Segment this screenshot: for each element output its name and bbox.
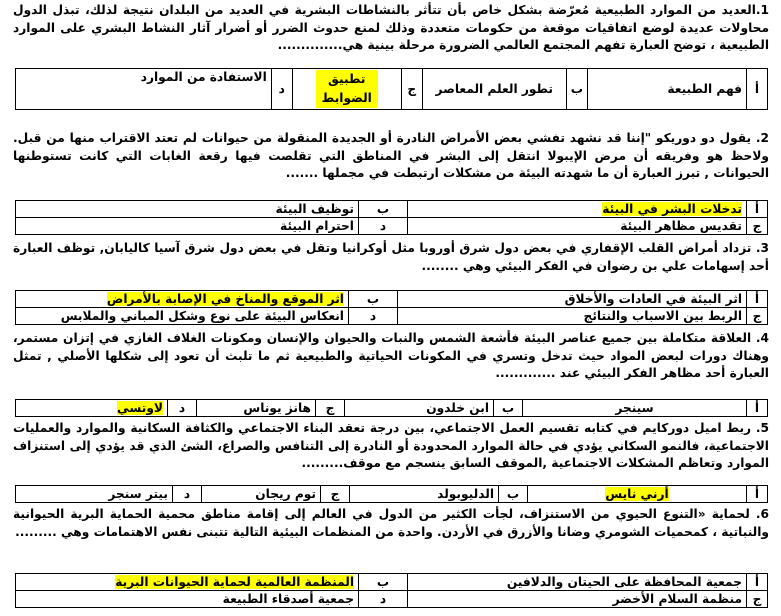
option-text-highlighted[interactable]: المنظمة العالمية لحماية الحيوانات البرية xyxy=(16,574,359,591)
option-letter[interactable]: أ xyxy=(747,291,768,308)
option-letter[interactable]: ج xyxy=(747,591,768,608)
question-1-text: 1.العديد من الموارد الطبيعية مُعرّضة بشكل خاص بأن تتأثر بالنشاطات البشرية في العديد من البلدان نتيجة لذلك، تبذل الدول محاولات عديدة لوضع اتفاقيات موقعة من حكومات متعددة وذلك لمنع حدوث الضرر أو أضرار آثار النشاط البشري على الموارد الطبيعية ، توضح العبارة تفهم المجتمع العالمي الضرورة مرحلة بينية هي.............. xyxy=(13,3,769,52)
option-text[interactable]: توظيف البيئة xyxy=(16,201,359,218)
option-letter[interactable]: د xyxy=(173,486,202,503)
question-4-options xyxy=(15,399,768,417)
option-text[interactable]: اثر البيئة في العادات والأخلاق xyxy=(398,291,747,308)
option-text-highlighted[interactable]: لاوتسي xyxy=(16,400,168,417)
question-1-options xyxy=(15,68,768,110)
option-text-highlighted[interactable]: تطبيق الضوابط xyxy=(292,69,401,110)
option-letter[interactable]: أ xyxy=(747,69,768,110)
option-letter[interactable]: د xyxy=(271,69,292,110)
option-letter[interactable]: ب xyxy=(499,486,528,503)
option-letter[interactable]: د xyxy=(168,400,197,417)
option-text[interactable]: فهم الطبيعة xyxy=(588,69,747,110)
option-text[interactable]: جمعية المحافظة على الحيتان والدلافين xyxy=(408,574,747,591)
option-letter[interactable]: ج xyxy=(321,486,350,503)
option-letter[interactable]: أ xyxy=(747,486,768,503)
option-letter[interactable]: ج xyxy=(747,218,768,235)
option-text-highlighted[interactable]: أرني نايس xyxy=(528,486,747,503)
option-letter[interactable]: ب xyxy=(494,400,523,417)
option-text[interactable]: سينجر xyxy=(523,400,747,417)
option-letter[interactable]: ب xyxy=(359,201,408,218)
option-text[interactable]: جمعية أصدقاء الطبيعة xyxy=(16,591,359,608)
option-text-highlighted[interactable]: تدخلات البشر في البيئة xyxy=(408,201,747,218)
option-text[interactable]: تطور العلم المعاصر xyxy=(422,69,566,110)
option-text[interactable]: احترام البيئة xyxy=(16,218,359,235)
question-6-text: 6. لحماية «التنوع الحيوي من الاستنزاف، لجأت الكثير من الدول في العالم إلى إقامة مناطق محمية الحماية البرية الحيوانية والنباتية ، كمحميات الشومري وضانا والأزرق في الأردن. واحدة من المنظمات البيئية التالية تتبنى نفس الاهتمامات وهي ......... xyxy=(13,507,769,539)
option-text[interactable]: تقديس مظاهر البيئة xyxy=(408,218,747,235)
option-text[interactable]: انعكاس البيئة على نوع وشكل المباني والملابس xyxy=(16,308,349,325)
option-letter[interactable]: ب xyxy=(349,291,398,308)
question-4-text: 4. العلاقة متكاملة بين جميع عناصر البيئة فأشعة الشمس والنبات والحيوان والإنسان ومكونات الغلاف الغازي في إتزان مستمر، وهناك دورات لبعض المواد حيث تدخل وتسري في المكونات الحياتية والطبيعية ثم ما تلبث أن تعود إلى شكلها الأصلي , تمثل العبارة أحد مظاهر الفكر البيئي عند ............. xyxy=(13,331,769,380)
question-3-text: 3. تزداد أمراض القلب الإقفاري في بعض دول شرق أوروبا مثل أوكرانيا وتقل في بعض دول شرق آسيا كاليابان, توظف العبارة أحد إسهامات علي بن رضوان في الفكر البيئي وهي ........ xyxy=(13,241,769,273)
option-letter[interactable]: ب xyxy=(566,69,587,110)
option-letter[interactable]: أ xyxy=(747,400,768,417)
option-text[interactable]: توم ريجان xyxy=(202,486,321,503)
option-text[interactable]: بيتر سنجر xyxy=(16,486,173,503)
question-2-options xyxy=(15,200,768,235)
option-letter[interactable]: ب xyxy=(359,574,408,591)
option-text[interactable]: ابن خلدون xyxy=(345,400,494,417)
option-letter[interactable]: أ xyxy=(747,574,768,591)
option-text[interactable]: الاستفادة من الموارد xyxy=(16,69,272,110)
option-text[interactable]: الدليوبولد xyxy=(350,486,499,503)
option-letter[interactable]: ج xyxy=(747,308,768,325)
option-text[interactable]: منظمة السلام الأخضر xyxy=(408,591,747,608)
option-letter[interactable]: د xyxy=(359,218,408,235)
option-text[interactable]: هانز يوناس xyxy=(197,400,316,417)
question-2-text: 2. يقول دو دوريكو "إننا قد نشهد تفشي بعض الأمراض النادرة أو الجديدة المنقولة من حيوانات لم تعتد الاقتراب منها من قبل. ولاحظ هو وفريقه أن مرض الإيبولا انتقل إلى البشر في المناطق التي تقلصت فيها رقعة الغابات التي كانت تستوطنها الحيوانات , تبرز العبارة أن ما شهدته البيئة من مشكلات ارتبطت في مجملها ....... xyxy=(13,131,769,180)
option-letter[interactable]: أ xyxy=(747,201,768,218)
question-5-text: 5. ربط اميل دوركايم في كتابه تقسيم العمل الاجتماعي، بين درجة تعقد البناء الاجتماعي والكثافة السكانية والموارد والعمليات الاجتماعية، فالنمو السكاني يؤدي في حالة الموارد المحدودة أو النادرة إلى التنافس والصراع، الشئ الذي قد يؤدي إلى استنزاف الموارد وتعاظم المشكلات الاجتماعية ,الموقف السابق ينسجم مع موقف......... xyxy=(13,421,769,470)
option-letter[interactable]: ج xyxy=(401,69,422,110)
option-letter[interactable]: د xyxy=(359,591,408,608)
question-5-options xyxy=(15,485,768,503)
question-6-options xyxy=(15,573,768,608)
option-letter[interactable]: ج xyxy=(316,400,345,417)
option-text-highlighted[interactable]: اثر الموقع والمناخ في الإصابة بالأمراض xyxy=(16,291,349,308)
option-text[interactable]: الربط بين الاسباب والنتائج xyxy=(398,308,747,325)
question-3-options xyxy=(15,290,768,325)
option-letter[interactable]: د xyxy=(349,308,398,325)
